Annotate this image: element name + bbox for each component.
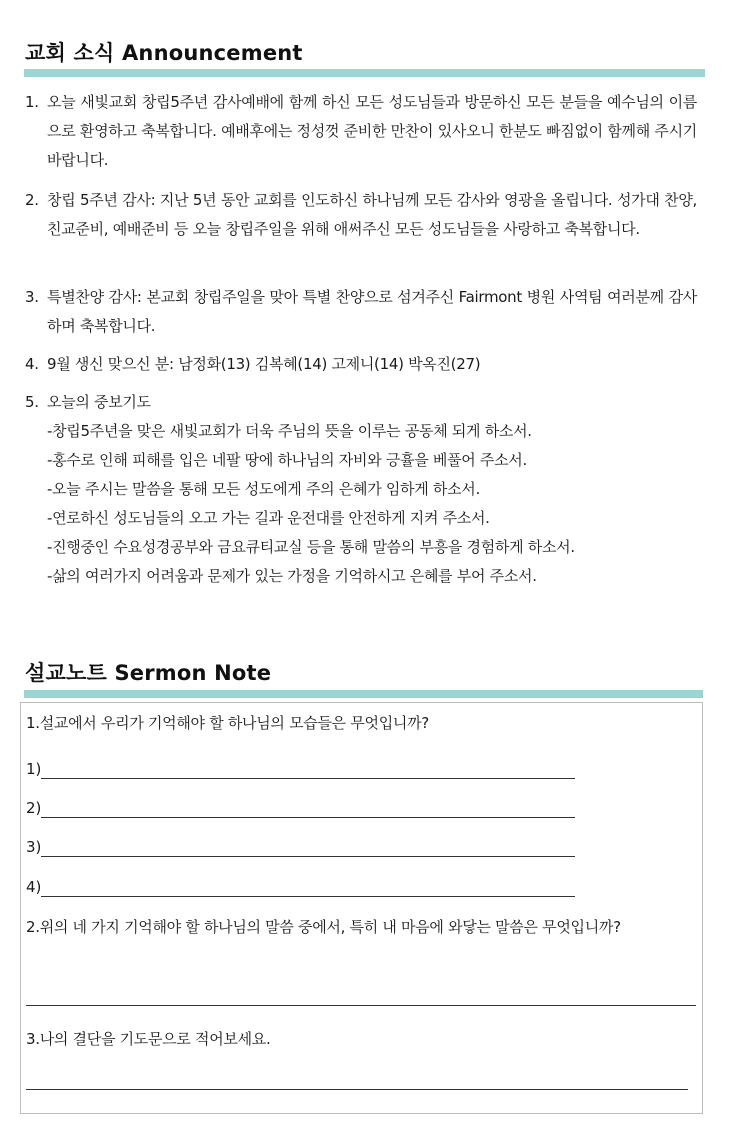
announcement-item-3 [25,283,697,341]
item-text: 오늘의 중보기도 [47,393,151,411]
announcement-rule [24,69,705,77]
prayer-list [47,417,697,591]
item-number: 5. [25,393,39,411]
answer-label: 4) [26,878,42,896]
answer-row-4[interactable] [26,877,575,897]
announcement-title: 교회 소식 Announcement [25,41,303,65]
item-number: 4. [25,355,39,373]
answer-line[interactable] [41,842,575,857]
announcement-item-5 [25,388,697,591]
answer-row-1[interactable] [26,759,575,779]
item-number: 3. [25,288,39,306]
answer-line[interactable] [41,803,575,818]
sermon-note-title: 설교노트 Sermon Note [25,661,272,685]
announcement-item-2 [25,186,697,273]
answer-label: 1) [26,760,42,778]
answer-line-q2[interactable] [26,1005,696,1006]
answer-line[interactable] [41,764,575,779]
sermon-note-box [20,702,703,1114]
answer-row-2[interactable] [26,798,575,818]
item-number: 1. [25,93,39,111]
item-text: 특별찬양 감사: 본교회 창립주일을 맞아 특별 찬양으로 섬겨주신 Fairmont 병원 사역팀 여러분께 감사하며 축복합니다. [47,288,697,335]
answer-line-q3[interactable] [26,1089,688,1090]
item-text: 9월 생신 맞으신 분: 남정화(13) 김복혜(14) 고제니(14) 박옥진(27) [47,355,481,373]
item-text: 오늘 새빛교회 창립5주년 감사예배에 함께 하신 모든 성도님들과 방문하신 모든 분들을 예수님의 이름으로 환영하고 축복합니다. 예배후에는 정성껏 준비한 만찬이 있사오니 한분도 빠짐없이 함께해 주시기 바랍니다. [47,93,697,169]
question-3: 3.나의 결단을 기도문으로 적어보세요. [26,1030,271,1048]
question-2: 2.위의 네 가지 기억해야 할 하나님의 말씀 중에서, 특히 내 마음에 와닿는 말씀은 무엇입니까? [26,918,621,936]
prayer-item: -연로하신 성도님들의 오고 가는 길과 운전대를 안전하게 지켜 주소서. [47,509,490,527]
announcement-item-1 [25,88,697,175]
question-1: 1.설교에서 우리가 기억해야 할 하나님의 모습들은 무엇입니까? [26,714,429,732]
prayer-item: -창립5주년을 맞은 새빛교회가 더욱 주님의 뜻을 이루는 공동체 되게 하소서. [47,422,532,440]
answer-line[interactable] [41,882,575,897]
prayer-item: -홍수로 인해 피해를 입은 네팔 땅에 하나님의 자비와 긍휼을 베풀어 주소서. [47,451,527,469]
prayer-item: -삶의 여러가지 어려움과 문제가 있는 가정을 기억하시고 은혜를 부어 주소서. [47,567,537,585]
sermon-note-rule [24,690,703,698]
prayer-item: -오늘 주시는 말씀을 통해 모든 성도에게 주의 은혜가 임하게 하소서. [47,480,480,498]
item-number: 2. [25,191,39,209]
answer-row-3[interactable] [26,837,575,857]
announcement-list [25,88,697,591]
prayer-item: -진행중인 수요성경공부와 금요큐티교실 등을 통해 말씀의 부흥을 경험하게 하소서. [47,538,575,556]
item-text: 창립 5주년 감사: 지난 5년 동안 교회를 인도하신 하나님께 모든 감사와 영광을 올립니다. 성가대 찬양, 친교준비, 예배준비 등 오늘 창립주일을 위해 애써주신 모든 성도님들을 사랑하고 축복합니다. [47,191,697,238]
answer-label: 3) [26,838,42,856]
answer-label: 2) [26,799,42,817]
announcement-item-4 [25,350,697,379]
